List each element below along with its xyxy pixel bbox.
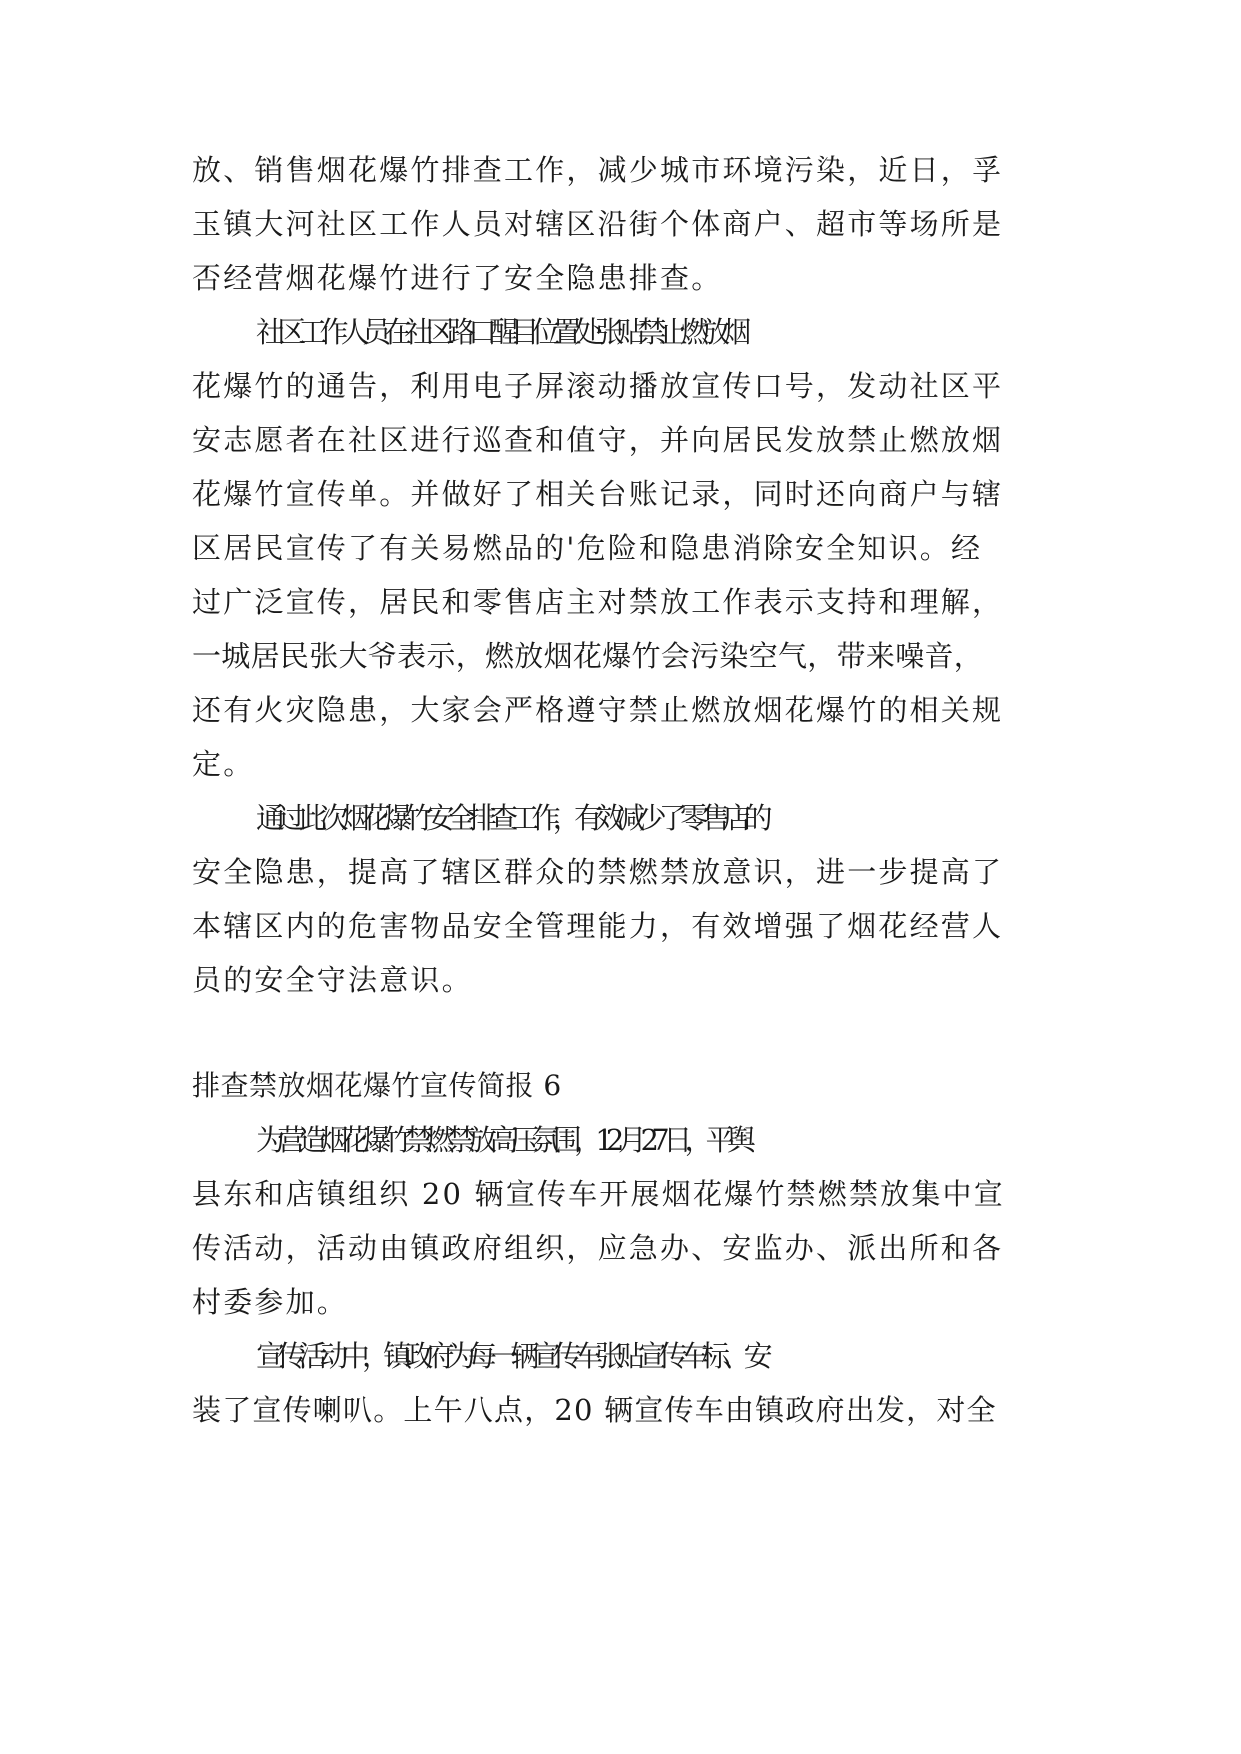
paragraph-line: 过广泛宣传，居民和零售店主对禁放工作表示支持和理解，	[192, 585, 1004, 619]
paragraph-line: 县东和店镇组织 20 辆宣传车开展烟花爆竹禁燃禁放集中宣	[192, 1177, 1005, 1211]
paragraph-line: 放、销售烟花爆竹排查工作，减少城市环境污染，近日，孚	[192, 153, 1004, 187]
paragraph-line: 否经营烟花爆竹进行了安全隐患排查。	[192, 261, 723, 295]
paragraph-line: 花爆竹宣传单。并做好了相关台账记录，同时还向商户与辖	[192, 477, 1004, 511]
paragraph-line: 装了宣传喇叭。上午八点，20 辆宣传车由镇政府出发，对全	[192, 1393, 997, 1427]
paragraph-line: 区居民宣传了有关易燃品的'危险和隐患消除安全知识。经	[192, 531, 983, 565]
paragraph-line: 安全隐患，提高了辖区群众的禁燃禁放意识，进一步提高了	[192, 855, 1004, 889]
section-heading: 排查禁放烟花爆竹宣传简报 6	[192, 1069, 562, 1102]
paragraph-line: 通过此次烟花爆竹安全排查工作，有效减少了零售店的	[256, 801, 765, 835]
paragraph-line: 社区工作人员在社区路口醒目位置处张贴禁止燃放烟	[256, 315, 744, 349]
paragraph-line: 还有火灾隐患，大家会严格遵守禁止燃放烟花爆竹的相关规	[192, 693, 1004, 727]
paragraph-line: 员的安全守法意识。	[192, 963, 473, 997]
paragraph-line: 村委参加。	[192, 1285, 349, 1319]
paragraph-line: 为营造烟花爆竹禁燃禁放高压氛围，12 月 27 日，平舆	[256, 1123, 749, 1157]
paragraph-line: 宣传活动中，镇政府为每一辆宣传车张贴宣传车标、安	[256, 1339, 765, 1373]
paragraph-line: 传活动，活动由镇政府组织，应急办、安监办、派出所和各	[192, 1231, 1004, 1265]
paragraph-line: 定。	[192, 747, 255, 781]
paragraph-line: 本辖区内的危害物品安全管理能力，有效增强了烟花经营人	[192, 909, 1004, 943]
paragraph-line: 一城居民张大爷表示，燃放烟花爆竹会污染空气，带来噪音，	[192, 639, 984, 673]
paragraph-line: 玉镇大河社区工作人员对辖区沿街个体商户、超市等场所是	[192, 207, 1004, 241]
paragraph-line: 花爆竹的通告，利用电子屏滚动播放宣传口号，发动社区平	[192, 369, 1004, 403]
paragraph-line: 安志愿者在社区进行巡查和值守，并向居民发放禁止燃放烟	[192, 423, 1004, 457]
